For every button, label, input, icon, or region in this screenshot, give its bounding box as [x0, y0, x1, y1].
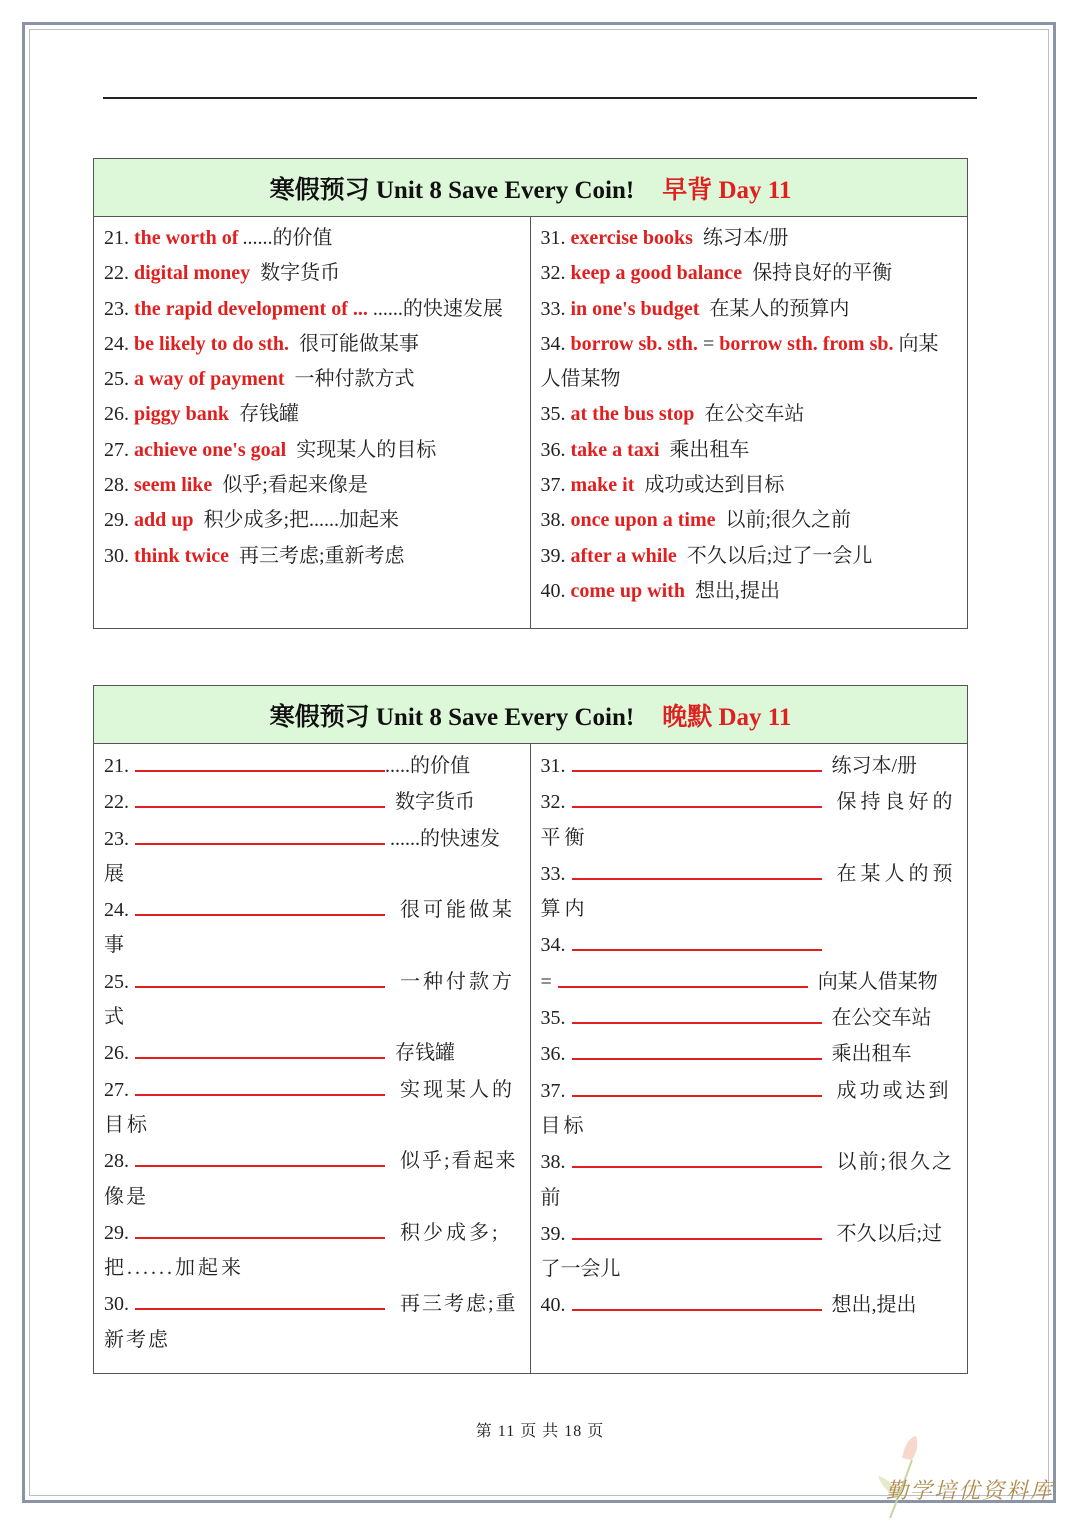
list-item: 23. the rapid development of ... ......的快速发展	[104, 297, 503, 320]
list-item: 21. .....的价值	[104, 748, 520, 784]
list-item: 27. achieve one's goal 实现某人的目标	[104, 438, 437, 461]
list-item: 31. exercise books 练习本/册	[540, 227, 789, 249]
list-item: 29. add up 积少成多;把......加起来	[104, 509, 400, 532]
list-item: 37. make it 成功或达到目标	[540, 474, 785, 497]
list-item: 36. take a taxi 乘出租车	[540, 438, 750, 461]
unit-title: 寒假预习 Unit 8 Save Every Coin!	[269, 703, 635, 731]
list-item: 31. 练习本/册	[541, 748, 958, 784]
table-title	[94, 159, 967, 217]
answer-blank[interactable]	[572, 1000, 822, 1024]
header-rule	[103, 97, 977, 99]
list-item: 37. 成功或达到目标	[541, 1073, 958, 1145]
watermark-logo	[872, 1418, 1062, 1518]
list-item: 27. 实现某人的目标	[104, 1072, 520, 1144]
list-item: 34. = 向某人借某物	[541, 927, 958, 1000]
list-item: 39. after a while 不久以后;过了一会儿	[540, 544, 873, 567]
list-item: 36. 乘出租车	[541, 1036, 958, 1072]
evening-dictation-table	[93, 685, 968, 1374]
list-item: 24. be likely to do sth. 很可能做某事	[104, 332, 420, 355]
list-item: 32. keep a good balance 保持良好的平衡	[540, 262, 893, 285]
list-item: 38. once upon a time 以前;很久之前	[540, 509, 852, 532]
list-item: 21. the worth of ......的价值	[104, 227, 333, 249]
answer-blank[interactable]	[135, 1286, 385, 1310]
answer-blank[interactable]	[135, 892, 385, 916]
list-item: 34. borrow sb. sth. = borrow sth. from sb. 向某人借某物	[540, 332, 939, 391]
list-item: 40. 想出,提出	[541, 1287, 958, 1323]
answer-blank[interactable]	[572, 1036, 822, 1060]
list-item: 23. ......的快速发展	[104, 821, 520, 893]
answer-blank[interactable]	[135, 821, 385, 845]
watermark-text: 勤学培优资料库	[886, 1479, 1055, 1504]
answer-blank[interactable]	[135, 748, 385, 772]
answer-blank[interactable]	[572, 856, 822, 880]
list-item: 33. 在某人的预算内	[541, 856, 958, 928]
answer-blank[interactable]	[558, 964, 808, 988]
left-column	[94, 217, 531, 629]
page-number: 第 11 页 共 18 页	[475, 1423, 605, 1440]
list-item: 28. 似乎;看起来像是	[104, 1143, 520, 1215]
day-label: 晚默 Day 11	[662, 703, 792, 731]
list-item: 33. in one's budget 在某人的预算内	[540, 297, 850, 320]
list-item: 22. digital money 数字货币	[104, 262, 341, 285]
list-item: 29. 积少成多;把......加起来	[104, 1215, 520, 1287]
list-item: 30. 再三考虑;重新考虑	[104, 1286, 520, 1358]
list-item: 39. 不久以后;过了一会儿	[541, 1216, 958, 1288]
answer-blank[interactable]	[572, 1287, 822, 1311]
list-item: 30. think twice 再三考虑;重新考虑	[104, 544, 405, 567]
answer-blank[interactable]	[135, 964, 385, 988]
answer-blank[interactable]	[572, 1073, 822, 1097]
list-item: 26. 存钱罐	[104, 1035, 520, 1071]
answer-blank[interactable]	[135, 1143, 385, 1167]
list-item: 28. seem like 似乎;看起来像是	[104, 474, 368, 497]
answer-blank[interactable]	[135, 1035, 385, 1059]
left-column	[94, 744, 531, 1374]
answer-blank[interactable]	[135, 784, 385, 808]
answer-blank[interactable]	[572, 1144, 822, 1168]
list-item: 25. a way of payment 一种付款方式	[104, 368, 415, 391]
list-item: 40. come up with 想出,提出	[540, 579, 780, 602]
list-item: 32. 保持良好的平衡	[541, 784, 958, 856]
right-column	[531, 744, 968, 1374]
day-label: 早背 Day 11	[662, 176, 792, 204]
list-item: 22. 数字货币	[104, 784, 520, 820]
list-item: 26. piggy bank 存钱罐	[104, 403, 300, 426]
answer-blank[interactable]	[572, 748, 822, 772]
answer-blank[interactable]	[135, 1215, 385, 1239]
table-title	[94, 686, 967, 744]
list-item: 35. at the bus stop 在公交车站	[540, 403, 805, 426]
right-column	[531, 217, 968, 629]
answer-blank[interactable]	[572, 927, 822, 951]
morning-vocab-table	[93, 158, 968, 629]
answer-blank[interactable]	[572, 1216, 822, 1240]
answer-blank[interactable]	[572, 784, 822, 808]
list-item: 25. 一种付款方式	[104, 964, 520, 1036]
list-item: 35. 在公交车站	[541, 1000, 958, 1036]
list-item: 38. 以前;很久之前	[541, 1144, 958, 1216]
answer-blank[interactable]	[135, 1072, 385, 1096]
list-item: 24. 很可能做某事	[104, 892, 520, 964]
unit-title: 寒假预习 Unit 8 Save Every Coin!	[269, 176, 635, 204]
